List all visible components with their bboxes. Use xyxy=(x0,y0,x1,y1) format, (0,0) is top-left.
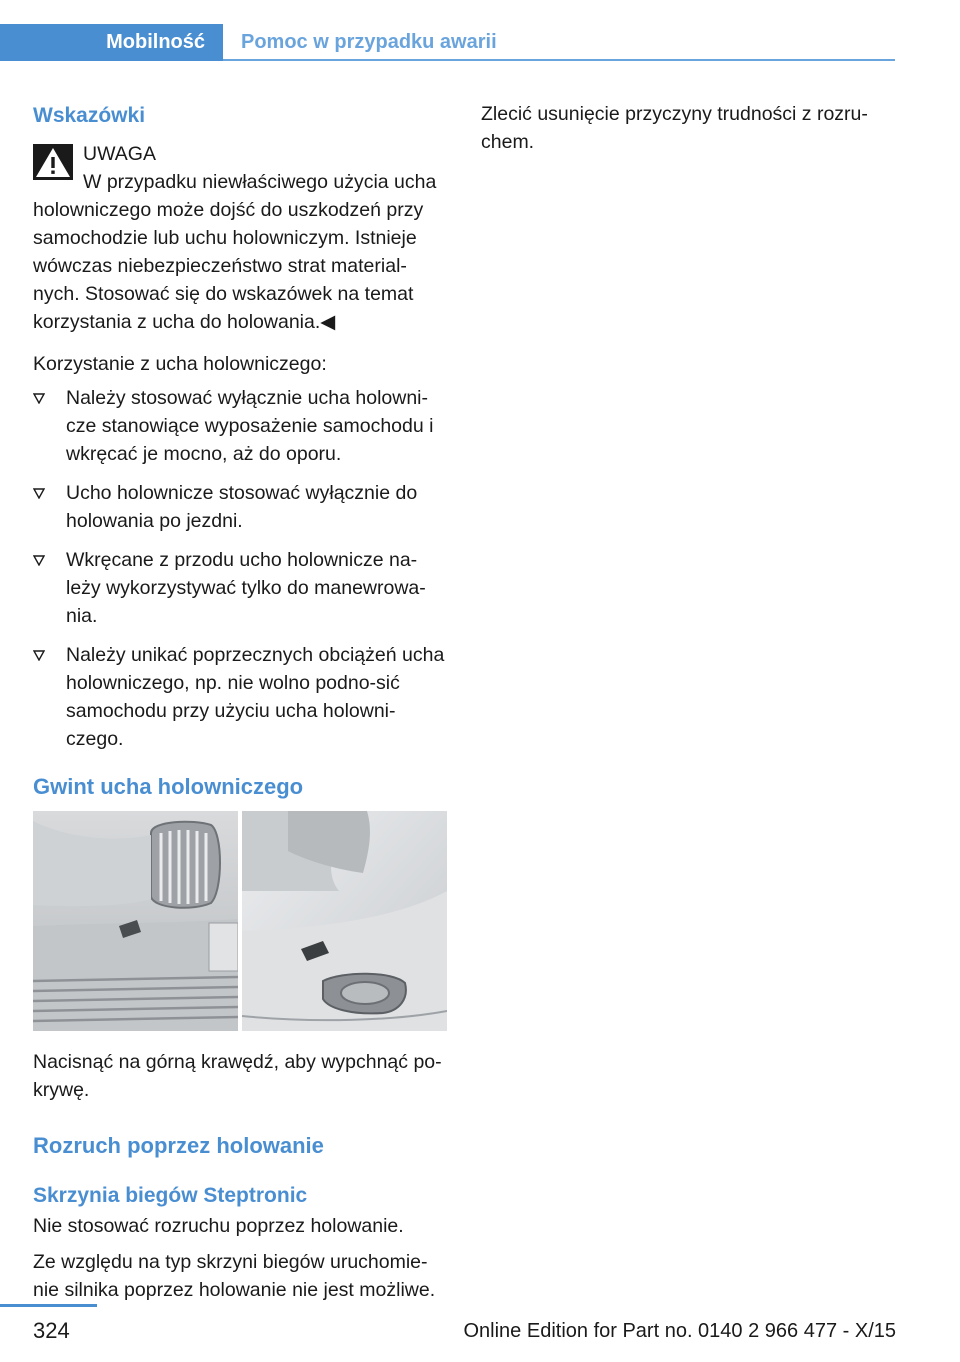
list-item-text: Należy unikać poprzecznych obciążeń ucha holowniczego, np. nie wolno podno‐sić samochodu przy użyciu ucha holowni‐czego. xyxy=(66,644,445,750)
warning-triangle-icon xyxy=(33,144,73,180)
right-para: Zlecić usunięcie przyczyny trudności z rozru‐chem. xyxy=(481,103,868,153)
tab-breakdown-help[interactable]: Pomoc w przypadku awarii xyxy=(241,31,497,53)
usage-list xyxy=(33,384,447,753)
heading-tow-eye-thread: Gwint ucha holowniczego xyxy=(33,774,304,799)
list-item xyxy=(33,641,447,753)
warning-block xyxy=(33,140,447,336)
section-tab-bar xyxy=(0,24,895,61)
list-item xyxy=(33,546,447,630)
steptronic-para-2: Ze względu na typ skrzyni biegów uruchomie‐nie silnika poprzez holowanie nie jest możliwe. xyxy=(33,1251,436,1301)
usage-intro: Korzystanie z ucha holowniczego: xyxy=(33,353,327,375)
figure-caption: Nacisnąć na górną krawędź, aby wypchnąć po‐krywę. xyxy=(33,1051,442,1101)
heading-notes: Wskazówki xyxy=(33,104,146,127)
list-item-text: Ucho holownicze stosować wyłącznie do holowania po jezdni. xyxy=(66,482,418,532)
warning-text-first-line: W przypadku niewłaściwego użycia ucha xyxy=(83,171,437,193)
warning-text: holowniczego może dojść do uszkodzeń przy samochodzie lub uchu holowniczym. Istnieje wówczas niebezpieczeństwo strat material‐nych. Stosować się do wskazówek na temat korzystania z ucha do holowania.◀ xyxy=(33,199,424,333)
footer-rule xyxy=(0,1304,97,1307)
triangle-bullet-icon xyxy=(33,393,45,404)
triangle-bullet-icon xyxy=(33,488,45,499)
edition-note: Online Edition for Part no. 0140 2 966 477 - X/15 xyxy=(463,1320,896,1342)
steptronic-para-1: Nie stosować rozruchu poprzez holowanie. xyxy=(33,1215,404,1237)
tab-underline xyxy=(223,59,895,61)
list-item xyxy=(33,384,447,468)
list-item xyxy=(33,479,447,535)
left-column xyxy=(33,100,447,1304)
list-item-text: Wkręcane z przodu ucho holownicze na‐leży wykorzystywać tylko do manewrowa‐nia. xyxy=(66,549,426,627)
heading-steptronic: Skrzynia biegów Steptronic xyxy=(33,1184,308,1207)
triangle-bullet-icon xyxy=(33,650,45,661)
triangle-bullet-icon xyxy=(33,555,45,566)
list-item-text: Należy stosować wyłącznie ucha holowni‐cze stanowiące wyposażenie samochodu i wkręcać je mocno, aż do oporu. xyxy=(66,387,434,465)
page-number: 324 xyxy=(33,1318,70,1343)
warning-title: UWAGA xyxy=(83,143,156,165)
right-column xyxy=(481,100,895,156)
heading-tow-start: Rozruch poprzez holowanie xyxy=(33,1133,324,1158)
tab-mobility[interactable]: Mobilność xyxy=(0,24,223,61)
tow-eye-thread-figure xyxy=(33,811,447,1031)
front-bumper-image xyxy=(33,811,238,1031)
rear-bumper-image xyxy=(242,811,447,1031)
